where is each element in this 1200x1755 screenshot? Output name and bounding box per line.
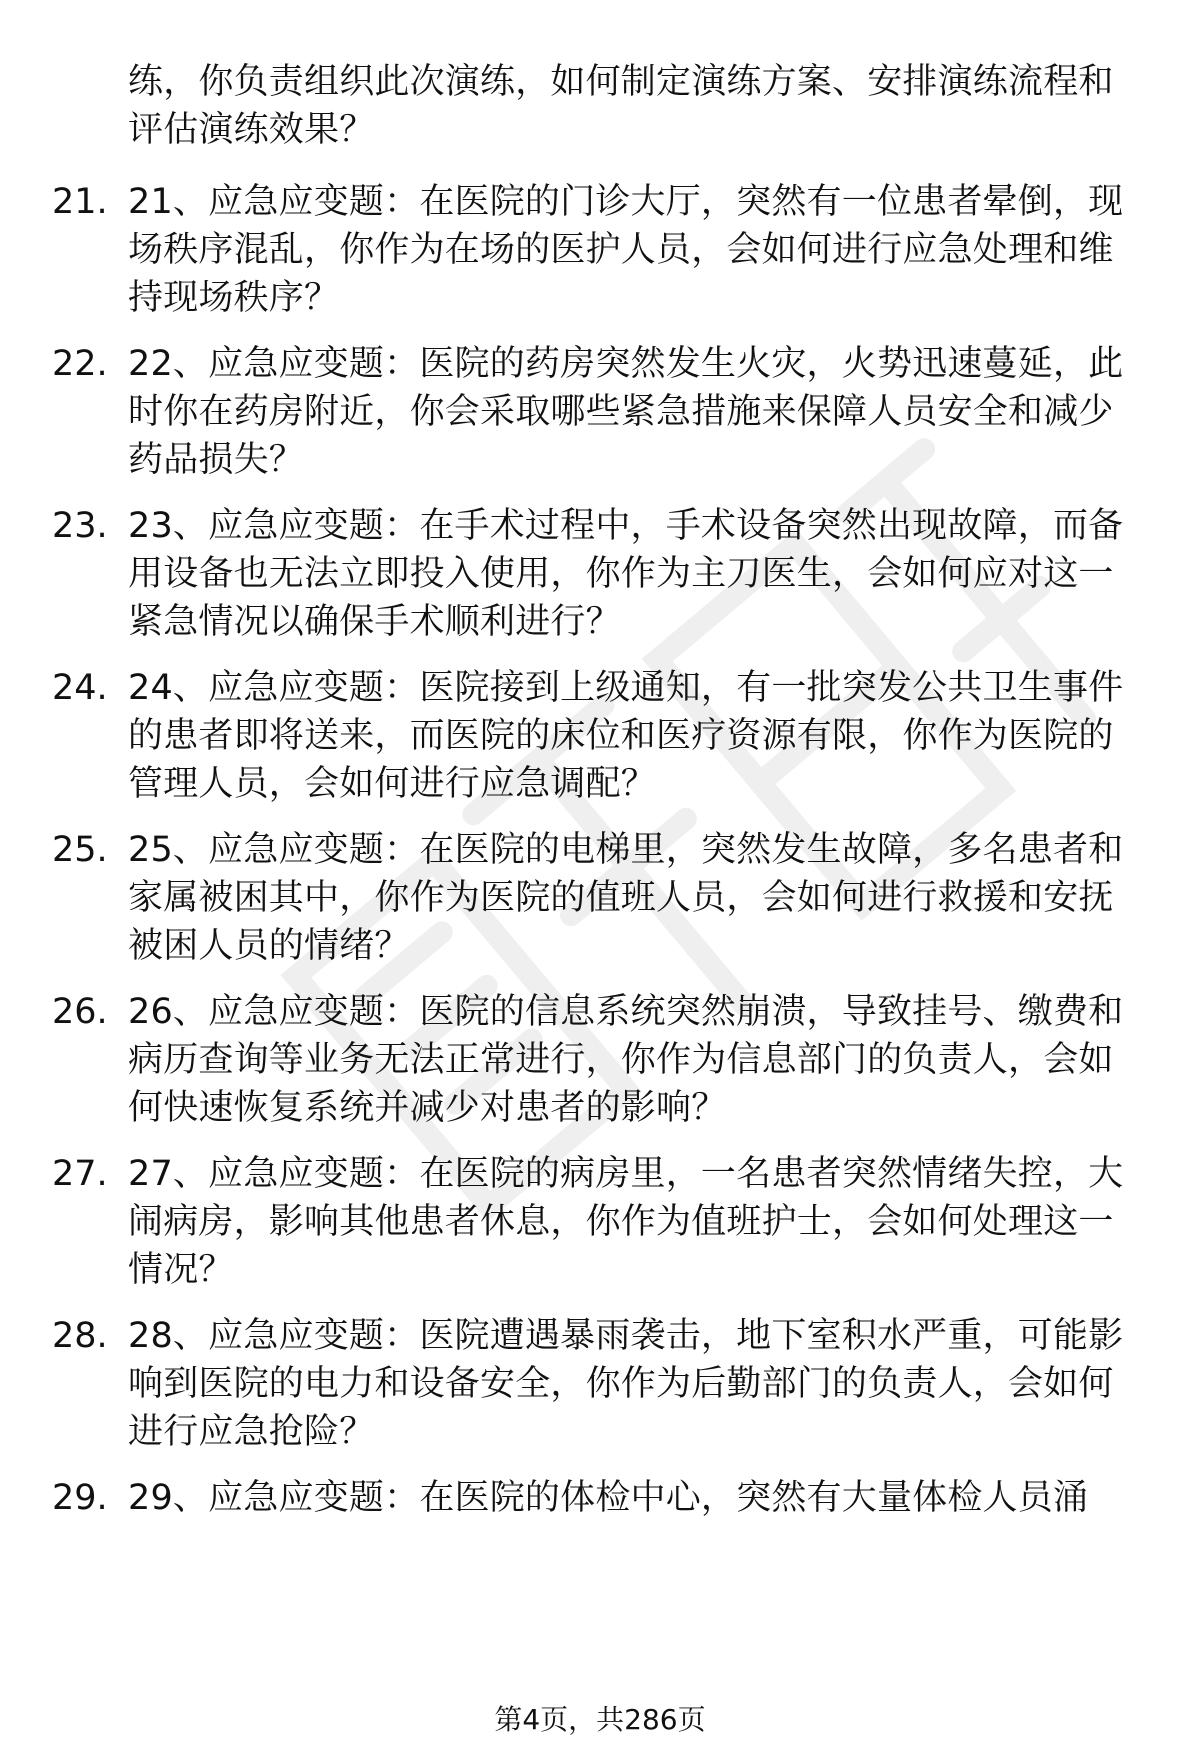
question-text: 24、应急应变题：医院接到上级通知，有一批突发公共卫生事件的患者即将送来，而医院的床位和医疗资源有限，你作为医院的管理人员，会如何进行应急调配？ — [128, 668, 1124, 804]
question-text: 27、应急应变题：在医院的病房里，一名患者突然情绪失控，大闹病房，影响其他患者休息，你作为值班护士，会如何处理这一情况？ — [128, 1154, 1124, 1290]
intro-paragraph: 练，你负责组织此次演练，如何制定演练方案、安排演练流程和评估演练效果？ — [128, 62, 1114, 150]
question-item — [0, 1150, 1200, 1310]
question-item — [0, 1312, 1200, 1472]
page-footer: 第4页，共286页 — [494, 1703, 706, 1736]
question-text: 22、应急应变题：医院的药房突然发生火灾，火势迅速蔓延，此时你在药房附近，你会采取哪些紧急措施来保障人员安全和减少药品损失？ — [128, 344, 1124, 480]
question-number: 25. — [52, 830, 108, 870]
question-item — [0, 826, 1200, 986]
question-number: 24. — [52, 668, 108, 708]
question-number: 27. — [52, 1154, 108, 1194]
question-item — [0, 178, 1200, 338]
question-text: 29、应急应变题：在医院的体检中心，突然有大量体检人员涌 — [128, 1478, 1089, 1518]
question-text: 21、应急应变题：在医院的门诊大厅，突然有一位患者晕倒，现场秩序混乱，你作为在场的医护人员，会如何进行应急处理和维持现场秩序？ — [128, 182, 1124, 318]
question-number: 22. — [52, 344, 108, 384]
question-item — [0, 340, 1200, 500]
question-number: 23. — [52, 506, 108, 546]
question-item — [0, 1474, 1200, 1534]
question-number: 28. — [52, 1316, 108, 1356]
question-number: 21. — [52, 182, 108, 222]
question-number: 26. — [52, 992, 108, 1032]
question-text: 28、应急应变题：医院遭遇暴雨袭击，地下室积水严重，可能影响到医院的电力和设备安全，你作为后勤部门的负责人，会如何进行应急抢险？ — [128, 1316, 1124, 1452]
question-item — [0, 502, 1200, 662]
question-text: 23、应急应变题：在手术过程中，手术设备突然出现故障，而备用设备也无法立即投入使用，你作为主刀医生，会如何应对这一紧急情况以确保手术顺利进行？ — [128, 506, 1124, 642]
question-item — [0, 664, 1200, 824]
question-text: 25、应急应变题：在医院的电梯里，突然发生故障，多名患者和家属被困其中，你作为医院的值班人员，会如何进行救援和安抚被困人员的情绪？ — [128, 830, 1124, 966]
question-text: 26、应急应变题：医院的信息系统突然崩溃，导致挂号、缴费和病历查询等业务无法正常进行，你作为信息部门的负责人，会如何快速恢复系统并减少对患者的影响？ — [128, 992, 1124, 1128]
question-number: 29. — [52, 1478, 108, 1518]
question-item — [0, 988, 1200, 1148]
